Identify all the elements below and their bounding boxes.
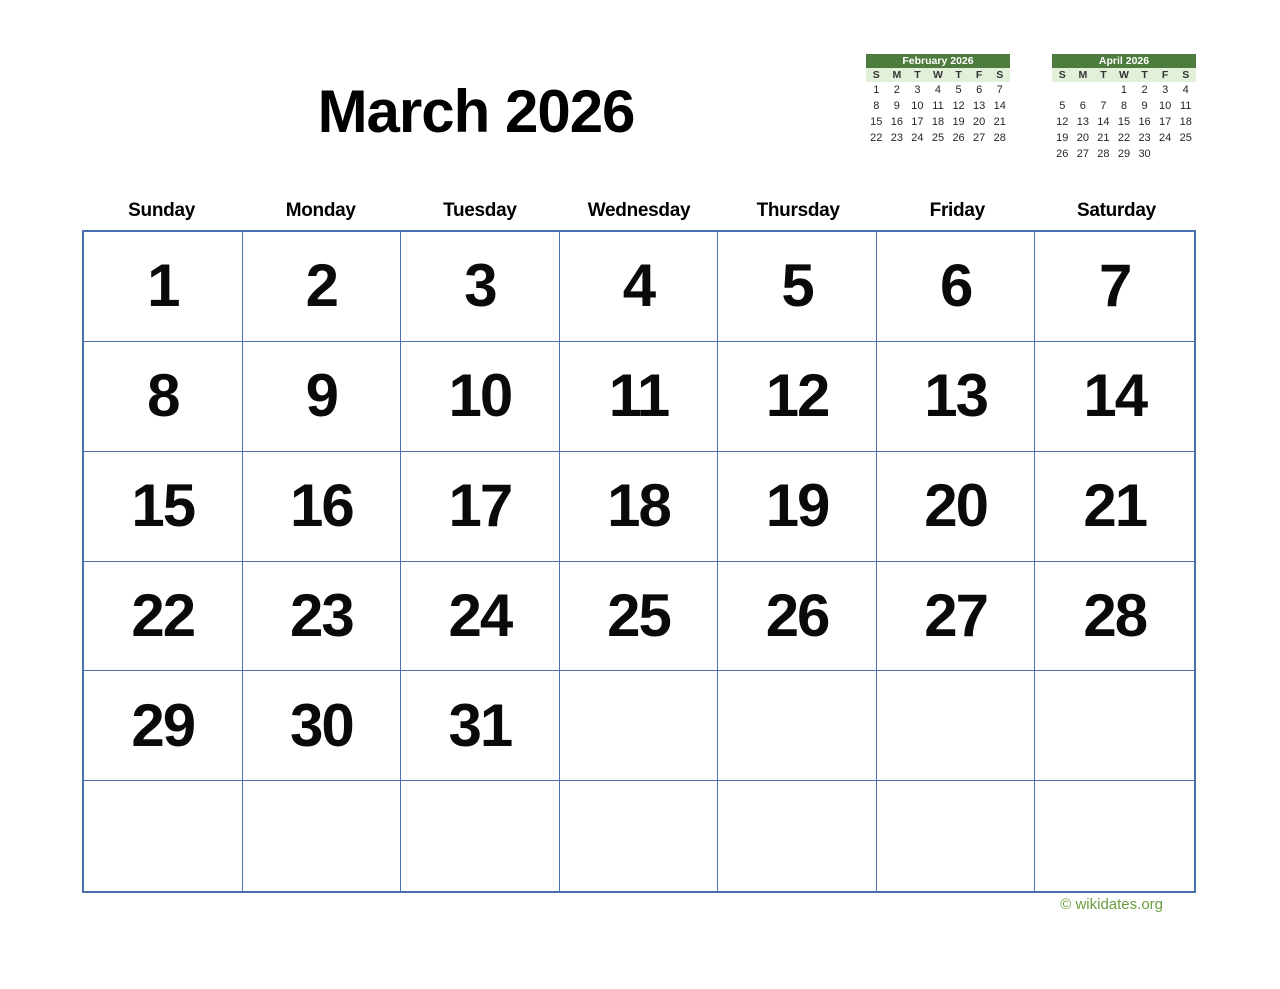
- mini-day-number: 20: [973, 116, 986, 128]
- mini-day-number: 11: [932, 100, 944, 112]
- day-number: 13: [924, 362, 987, 430]
- mini-day-number: 25: [931, 132, 945, 144]
- mini-day-number: 12: [1056, 116, 1069, 128]
- day-cell: [560, 342, 719, 452]
- day-cell: [718, 232, 877, 342]
- day-cell: [243, 232, 402, 342]
- mini-day-number: 13: [1076, 116, 1089, 128]
- weekday-header: Sunday: [128, 200, 195, 221]
- day-cell: [84, 671, 243, 781]
- mini-day-number: 27: [1076, 148, 1089, 160]
- empty-day-cell: [877, 781, 1036, 891]
- mini-day-number: 18: [931, 116, 945, 128]
- mini-weekday-label: S: [996, 69, 1004, 81]
- mini-weekday-label: S: [1182, 69, 1190, 81]
- mini-day-number: 19: [952, 116, 965, 128]
- day-number: 6: [939, 252, 972, 320]
- mini-day-number: 29: [1117, 148, 1131, 160]
- day-cell: [877, 452, 1036, 562]
- mini-day-number: 6: [976, 84, 983, 96]
- day-cell: [243, 452, 402, 562]
- mini-day-number: 8: [873, 100, 880, 112]
- footer-credit-link[interactable]: © wikidates.org: [1060, 896, 1163, 913]
- day-number: 3: [464, 252, 496, 320]
- mini-day-number: 26: [952, 132, 965, 144]
- mini-weekday-label: T: [1141, 69, 1148, 81]
- mini-day-number: 4: [1182, 84, 1189, 96]
- day-cell: [1035, 342, 1194, 452]
- day-number: 28: [1083, 581, 1147, 649]
- mini-day-number: 16: [1138, 116, 1151, 128]
- mini-day-number: 24: [1159, 132, 1172, 144]
- day-cell: [1035, 562, 1194, 672]
- empty-day-cell: [560, 781, 719, 891]
- day-number: 10: [448, 362, 512, 430]
- day-cell: [877, 232, 1036, 342]
- mini-day-number: 10: [911, 100, 924, 112]
- day-number: 5: [781, 252, 813, 320]
- day-cell: [401, 452, 560, 562]
- mini-day-number: 2: [1141, 84, 1148, 96]
- mini-day-number: 17: [1159, 116, 1172, 128]
- mini-empty-cell: [1155, 146, 1176, 162]
- mini-day-number: 14: [993, 100, 1006, 112]
- mini-dates-grid: [1052, 82, 1196, 162]
- mini-weekday-label: F: [1161, 69, 1169, 81]
- weekday-header: Saturday: [1076, 200, 1156, 221]
- mini-weekday-label: W: [933, 69, 943, 81]
- mini-day-number: 1: [1120, 84, 1128, 96]
- mini-day-number: 24: [911, 132, 924, 144]
- mini-day-number: 28: [1097, 148, 1110, 160]
- day-cell: [401, 232, 560, 342]
- mini-day-number: 3: [914, 84, 921, 96]
- mini-day-number: 15: [870, 116, 883, 128]
- day-cell: [877, 562, 1036, 672]
- day-cell: [84, 562, 243, 672]
- mini-empty-cell: [1093, 82, 1114, 98]
- weekday-header-row: [82, 196, 1196, 226]
- day-number: 2: [305, 252, 338, 320]
- mini-dates-grid: [866, 82, 1010, 146]
- empty-day-cell: [84, 781, 243, 891]
- day-cell: [718, 452, 877, 562]
- day-cell: [1035, 452, 1194, 562]
- day-cell: [718, 342, 877, 452]
- mini-day-number: 19: [1056, 132, 1069, 144]
- weekday-header: Wednesday: [587, 200, 691, 221]
- day-number: 30: [289, 691, 353, 759]
- mini-day-number: 9: [893, 100, 900, 112]
- day-number: 1: [147, 252, 179, 320]
- weekday-header: Friday: [929, 200, 985, 221]
- weekday-header: Thursday: [756, 200, 840, 221]
- day-number: 23: [289, 581, 353, 649]
- mini-weekday-label: F: [975, 69, 983, 81]
- weekday-header: Monday: [285, 200, 356, 221]
- mini-weekday-row: [1052, 68, 1196, 82]
- weekday-header: Tuesday: [443, 200, 517, 221]
- mini-day-number: 30: [1138, 148, 1151, 160]
- mini-day-number: 9: [1141, 100, 1148, 112]
- empty-day-cell: [718, 671, 877, 781]
- mini-calendar-previous-month[interactable]: [866, 54, 1010, 146]
- day-cell: [877, 342, 1036, 452]
- day-cell: [84, 342, 243, 452]
- day-number: 15: [131, 472, 195, 540]
- mini-day-number: 6: [1079, 100, 1086, 112]
- day-number: 19: [765, 472, 829, 540]
- mini-day-number: 23: [890, 132, 903, 144]
- day-cell: [560, 232, 719, 342]
- day-number: 25: [607, 581, 670, 649]
- day-number: 8: [147, 362, 179, 430]
- mini-day-number: 12: [952, 100, 965, 112]
- mini-day-number: 10: [1159, 100, 1172, 112]
- mini-day-number: 27: [973, 132, 986, 144]
- mini-day-number: 21: [1097, 132, 1110, 144]
- mini-day-number: 5: [955, 84, 962, 96]
- mini-day-number: 22: [870, 132, 883, 144]
- day-number: 29: [131, 691, 195, 759]
- day-number: 4: [622, 252, 655, 320]
- mini-weekday-label: T: [955, 69, 962, 81]
- mini-day-number: 7: [1100, 100, 1107, 112]
- mini-day-number: 1: [873, 84, 880, 96]
- day-number: 11: [608, 362, 669, 430]
- mini-day-number: 17: [911, 116, 924, 128]
- mini-weekday-row: [866, 68, 1010, 82]
- mini-weekday-label: W: [1119, 69, 1129, 81]
- mini-empty-cell: [1175, 146, 1196, 162]
- mini-day-number: 16: [890, 116, 903, 128]
- mini-weekday-label: T: [1100, 69, 1107, 81]
- mini-day-number: 26: [1056, 148, 1069, 160]
- mini-day-number: 23: [1138, 132, 1151, 144]
- mini-day-number: 25: [1179, 132, 1192, 144]
- day-number: 12: [765, 362, 829, 430]
- mini-day-number: 20: [1076, 132, 1089, 144]
- day-number: 18: [607, 472, 670, 540]
- day-cell: [243, 562, 402, 672]
- mini-day-number: 11: [1179, 100, 1192, 112]
- mini-day-number: 7: [996, 84, 1003, 96]
- mini-day-number: 4: [934, 84, 942, 96]
- mini-day-number: 21: [993, 116, 1006, 128]
- mini-weekday-label: M: [1078, 69, 1088, 81]
- day-number: 27: [924, 581, 987, 649]
- mini-day-number: 3: [1162, 84, 1169, 96]
- day-number: 14: [1083, 362, 1147, 430]
- day-number: 24: [448, 581, 512, 649]
- empty-day-cell: [1035, 781, 1194, 891]
- day-cell: [401, 342, 560, 452]
- mini-day-number: 13: [973, 100, 986, 112]
- day-cell: [718, 562, 877, 672]
- empty-day-cell: [401, 781, 560, 891]
- day-number: 17: [448, 472, 512, 540]
- day-cell: [243, 342, 402, 452]
- empty-day-cell: [243, 781, 402, 891]
- mini-day-number: 22: [1117, 132, 1131, 144]
- day-number: 21: [1083, 472, 1147, 540]
- day-cell: [560, 452, 719, 562]
- day-cell: [1035, 232, 1194, 342]
- day-number: 22: [131, 581, 195, 649]
- empty-day-cell: [718, 781, 877, 891]
- day-number: 16: [289, 472, 353, 540]
- day-cell: [243, 671, 402, 781]
- day-cell: [560, 562, 719, 672]
- mini-calendar-title: February 2026: [866, 54, 1010, 68]
- mini-weekday-label: S: [1058, 69, 1066, 81]
- day-number: 26: [765, 581, 829, 649]
- day-number: 7: [1099, 252, 1131, 320]
- day-cell: [84, 232, 243, 342]
- empty-day-cell: [877, 671, 1036, 781]
- mini-empty-cell: [1073, 82, 1094, 98]
- day-number: 20: [924, 472, 987, 540]
- mini-day-number: 14: [1097, 116, 1110, 128]
- day-number: 31: [448, 691, 512, 759]
- mini-calendar-next-month[interactable]: [1052, 54, 1196, 162]
- day-cell: [84, 452, 243, 562]
- calendar-grid: [82, 230, 1196, 893]
- day-number: 9: [305, 362, 338, 430]
- mini-weekday-label: T: [914, 69, 921, 81]
- mini-day-number: 8: [1120, 100, 1128, 112]
- mini-empty-cell: [1052, 82, 1073, 98]
- mini-day-number: 5: [1059, 100, 1066, 112]
- mini-day-number: 28: [993, 132, 1006, 144]
- empty-day-cell: [1035, 671, 1194, 781]
- mini-day-number: 15: [1117, 116, 1131, 128]
- page-title: March 2026: [317, 78, 635, 145]
- mini-calendar-title: April 2026: [1052, 54, 1196, 68]
- day-cell: [401, 562, 560, 672]
- empty-day-cell: [560, 671, 719, 781]
- mini-day-number: 18: [1179, 116, 1192, 128]
- mini-weekday-label: S: [872, 69, 880, 81]
- mini-day-number: 2: [893, 84, 900, 96]
- day-cell: [401, 671, 560, 781]
- mini-weekday-label: M: [892, 69, 902, 81]
